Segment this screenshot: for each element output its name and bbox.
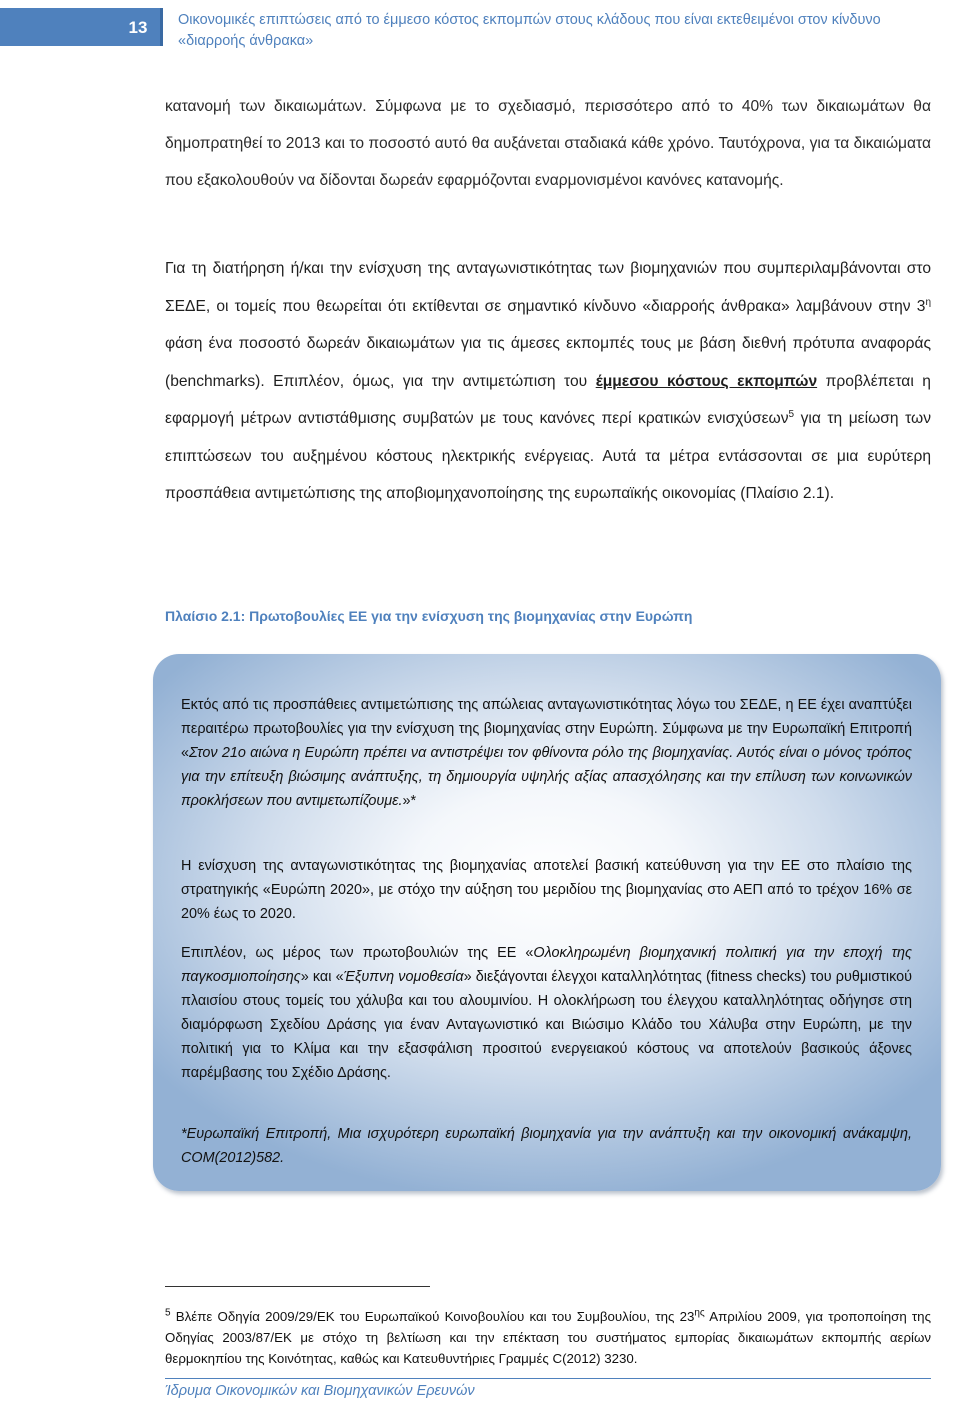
box-paragraph-2: Η ενίσχυση της ανταγωνιστικότητας της βιομηχανίας αποτελεί βασική κατεύθυνση για την ΕΕ στο πλαίσιο της στρατηγικής «Ευρώπη 2020», με στόχο την αύξηση του μεριδίου της βιομηχανίας στο ΑΕΠ από το τρέχον 16% σε 20% έως το 2020. xyxy=(181,858,912,922)
footer-separator xyxy=(165,1378,931,1379)
box-p1-text-2: »* xyxy=(402,793,417,809)
page-number: 13 xyxy=(128,18,148,37)
footnote-superscript: ης xyxy=(694,1307,705,1319)
p2-text-2: φάση ένα ποσοστό δωρεάν δικαιωμάτων για τις άμεσες εκπομπές τους με βάση διεθνή πρότυπα αναφοράς (benchmarks). Επιπλέον, όμως, για την αντιμετώπιση του xyxy=(165,335,931,390)
box-p1-quote: Στον 21ο αιώνα η Ευρώπη πρέπει να αντιστρέψει τον φθίνοντα ρόλο της βιομηχανίας. Αυτός είναι ο μόνος τρόπος για την επίτευξη βιώσιμης ανάπτυξης, τη δημιουργία υψηλής αξίας απασχόλησης και την επίλυση των κοινωνικών προκλήσεων που αντιμετωπίζουμε. xyxy=(181,745,912,809)
footer-organization: Ίδρυμα Οικονομικών και Βιομηχανικών Ερευνών xyxy=(165,1383,475,1399)
footnote-text-2: Απριλίου 2009, για τροποποίηση της Οδηγίας 2003/87/ΕΚ με στόχο τη βελτίωση και την επέκταση του συστήματος εμπορίας δικαιωμάτων εκπομπής αερίων θερμοκηπίου της Κοινότητας, καθώς και Κατευθυντήριες Γραμμές C(2012) 3230. xyxy=(165,1309,931,1366)
footnote-separator xyxy=(165,1286,430,1287)
body-paragraph-1: κατανομή των δικαιωμάτων. Σύμφωνα με το σχεδιασμό, περισσότερο από το 40% των δικαιωμάτων θα δημοπρατηθεί το 2013 και το ποσοστό αυτό θα αυξάνεται σταδιακά κάθε χρόνο. Ταυτόχρονα, για τα δικαιώματα που εξακολουθούν να δίδονται δωρεάν εφαρμόζονται εναρμονισμένοι κανόνες κατανομής. xyxy=(165,98,931,189)
footnote-5 xyxy=(165,1306,931,1369)
running-header-title: Οικονομικές επιπτώσεις από το έμμεσο κόστος εκπομπών στους κλάδους που είναι εκτεθειμένοι στον κίνδυνο «διαρροής άνθρακα» xyxy=(178,12,881,49)
box-p3-italic-1: Ολοκληρωμένη βιομηχανική πολιτική για την εποχή της παγκοσμιοποίησης xyxy=(181,945,912,985)
box-p3-italic-2: Έξυπνη νομοθεσία xyxy=(343,969,464,985)
footnote-mark: 5 xyxy=(165,1307,171,1319)
box-paragraph-1 xyxy=(181,693,912,813)
p2-emphasis-indirect-cost: έμμεσου κόστους εκπομπών xyxy=(595,372,818,390)
box-p3-text-3: » διεξάγονται έλεγχοι καταλληλότητας (fitness checks) του ρυθμιστικού πλαισίου στους τομείς του χάλυβα και του αλουμινίου. Η ολοκλήρωση του έλεγχου καταλληλότητας οδήγησε στη διαμόρφωση Σχεδίου Δράσης για έναν Ανταγωνιστικό και Βιώσιμο Κλάδο του Χάλυβα στην Ευρώπη, με την πολιτική για το Κλίμα και την εξασφάλιση προσιτού ενεργειακού κόστους να αποτελούν βασικούς άξονες παρέμβασης του Σχέδιο Δράσης. xyxy=(181,969,913,1081)
box-p1-text-1: Εκτός από τις προσπάθειες αντιμετώπισης της απώλειας ανταγωνιστικότητας λόγω του ΣΕΔΕ, η ΕΕ έχει αναπτύξει περαιτέρω πρωτοβουλίες για την ενίσχυση της βιομηχανίας στην Ευρώπη. Σύμφωνα με την Ευρωπαϊκή Επιτροπή « xyxy=(181,697,912,761)
footnote-text-1: Βλέπε Οδηγία 2009/29/ΕΚ του Ευρωπαϊκού Κοινοβουλίου και του Συμβουλίου, της 23 xyxy=(170,1309,695,1324)
body-paragraph-2 xyxy=(165,250,931,513)
p2-text-3: προβλέπεται η εφαρμογή μέτρων αντιστάθμισης συμβατών με τους κανόνες περί κρατικών ενισχύσεων xyxy=(165,372,931,427)
p2-superscript-1: η xyxy=(925,296,931,308)
box-paragraph-3 xyxy=(181,941,912,1085)
box-caption: Πλαίσιο 2.1: Πρωτοβουλίες ΕΕ για την ενίσχυση της βιομηχανίας στην Ευρώπη xyxy=(165,608,693,624)
box-p3-text-2: » και « xyxy=(300,969,344,985)
box-source-note: *Ευρωπαϊκή Επιτροπή, Μια ισχυρότερη ευρωπαϊκή βιομηχανία για την ανάπτυξη και την οικονομική ανάκαμψη, COM(2012)582. xyxy=(181,1126,912,1166)
box-p3-text-1: Επιπλέον, ως μέρος των πρωτοβουλιών της ΕΕ « xyxy=(181,945,534,961)
p2-text-4: για τη μείωση των επιπτώσεων του αυξημένου κόστους ηλεκτρικής ενέργειας. Αυτά τα μέτρα εντάσσονται σε μια ευρύτερη προσπάθεια αντιμετώπισης της αποβιομηχανοποίησης της ευρωπαϊκής οικονομίας (Πλαίσιο 2.1). xyxy=(165,410,931,502)
p2-text-1: Για τη διατήρηση ή/και την ενίσχυση της ανταγωνιστικότητας των βιομηχανιών που συμπεριλαμβάνονται στο ΣΕΔΕ, οι τομείς που θεωρείται ότι εκτίθενται σε σημαντικό κίνδυνο «διαρροής άνθρακα» λαμβάνουν στην 3 xyxy=(165,260,931,315)
footnote-reference-5[interactable]: 5 xyxy=(788,408,795,420)
